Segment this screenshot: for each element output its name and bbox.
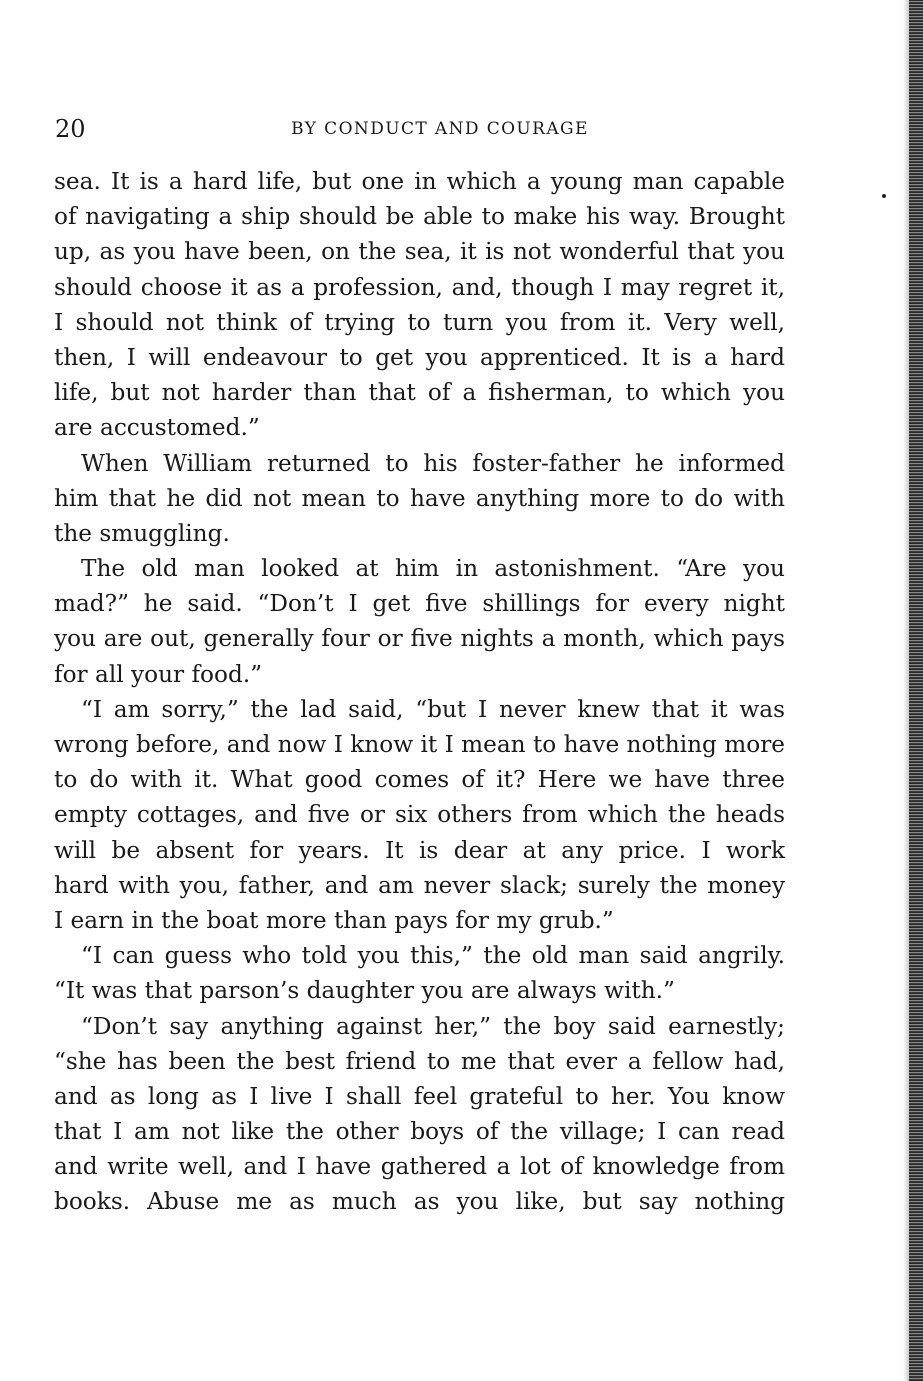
text-line: then, I will endeavour to get you apprenticed. It is a hard [54, 343, 785, 371]
text-line: and as long as I live I shall feel grateful to her. You know [54, 1082, 785, 1110]
text-line: empty cottages, and five or six others from which the heads [54, 801, 785, 829]
text-line: The old man looked at him in astonishment. “Are you [81, 555, 785, 583]
text-line: hard with you, father, and am never slack; surely the money [54, 871, 785, 899]
text-line: up, as you have been, on the sea, it is not wonderful that you [54, 238, 785, 266]
text-line: sea. It is a hard life, but one in which a young man capable [54, 168, 785, 195]
text-line: I should not think of trying to turn you from it. Very well, [54, 308, 785, 336]
text-line: and write well, and I have gathered a lot of knowledge from [54, 1153, 785, 1181]
binding-edge [909, 0, 923, 1381]
text-line: books. Abuse me as much as you like, but say nothing [54, 1188, 785, 1216]
text-line: wrong before, and now I know it I mean to have nothing more [54, 731, 786, 758]
text-line: that I am not like the other boys of the village; I can read [54, 1118, 785, 1146]
text-line: life, but not harder than that of a fisherman, to which you [54, 379, 785, 407]
text-line: mad?” he said. “Don’t I get five shillings for every night [54, 590, 785, 618]
text-line: will be absent for years. It is dear at any price. I work [54, 836, 785, 864]
ink-speck [882, 194, 886, 198]
text-line: “It was that parson’s daughter you are always with.” [54, 977, 675, 1005]
running-head: BY CONDUCT AND COURAGE [291, 119, 589, 139]
text-line: “Don’t say anything against her,” the boy said earnestly; [81, 1012, 785, 1040]
text-line: for all your food.” [54, 660, 263, 688]
page-number: 20 [55, 115, 86, 143]
body-text [54, 164, 786, 1220]
page-header [55, 114, 785, 144]
text-line: of navigating a ship should be able to make his way. Brought [54, 203, 785, 231]
text-line: should choose it as a profession, and, though I may regret it, [54, 273, 785, 301]
text-line: “I can guess who told you this,” the old man said angrily. [81, 942, 785, 970]
text-line: I earn in the boat more than pays for my grub.” [54, 906, 614, 934]
text-line: you are out, generally four or five nights a month, which pays [54, 625, 785, 653]
text-line: are accustomed.” [54, 414, 260, 442]
text-line: “she has been the best friend to me that ever a fellow had, [54, 1047, 785, 1075]
text-line: When William returned to his foster-father he informed [81, 449, 785, 477]
text-line: “I am sorry,” the lad said, “but I never knew that it was [81, 695, 785, 723]
text-line: to do with it. What good comes of it? Here we have three [54, 766, 785, 794]
text-line: the smuggling. [54, 519, 230, 547]
text-line: him that he did not mean to have anything more to do with [54, 484, 785, 512]
